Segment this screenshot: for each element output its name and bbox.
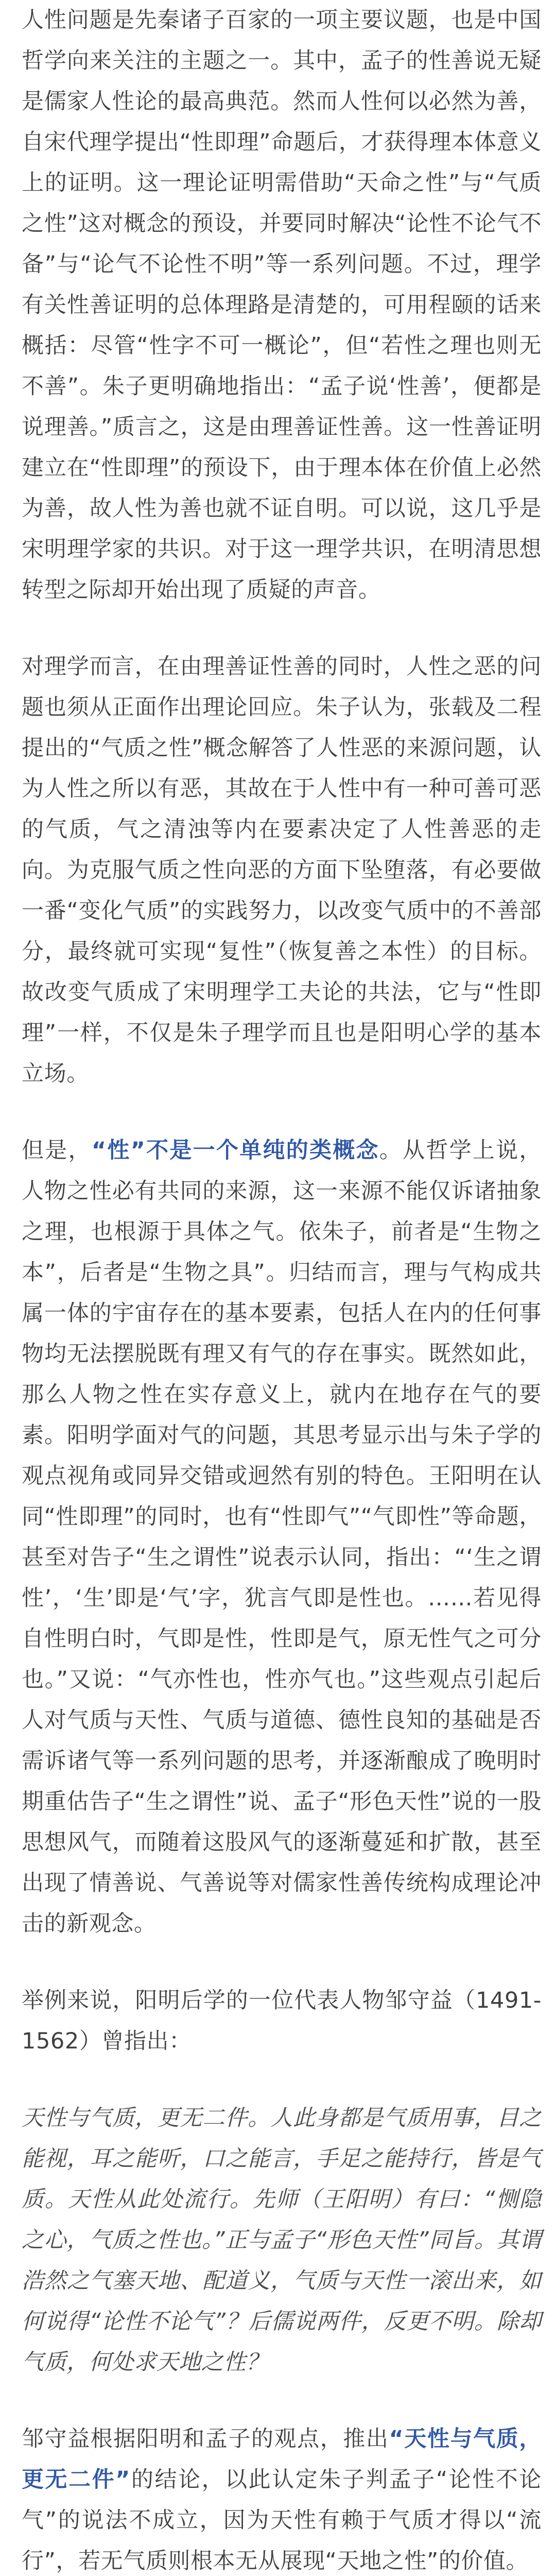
paragraph-6-highlight: “天性与气质，更无二件”	[22, 2426, 542, 2493]
paragraph-6	[22, 2419, 542, 2576]
paragraph-6-body: 的结论，以此认定朱子判孟子“论性不论气”的说法不成立，因为天性有赖于气质才得以“流行”，若无气质则根本无从展现“天地之性”的价值。	[22, 2467, 542, 2574]
paragraph-3-body: 。从哲学上说，人物之性必有共同的来源，这一来源不能仅诉诸抽象之理，也根源于具体之气。依朱子，前者是“生物之本”，后者是“生物之具”。归结而言，理与气构成共属一体的宇宙存在的基本要素，包括人在内的任何事物均无法摆脱既有理又有气的存在事实。既然如此，那么人物之性在实存意义上，就内在地存在气的要素。阳明学面对气的问题，其思考显示出与朱子学的观点视角或同异交错或迥然有别的特色。王阳明在认同“性即理”的同时，也有“性即气”“气即性”等命题，甚至对告子“生之谓性”说表示认同，指出：“‘生之谓性’，‘生’即是‘气’字，犹言气即是性也。……若见得自性明白时，气即是性，性即是气，原无性气之可分也。”又说：“气亦性也，性亦气也。”这些观点引起后人对气质与天性、气质与道德、德性良知的基础是否需诉诸气等一系列问题的思考，并逐渐酿成了晚明时期重估告子“生之谓性”说、孟子“形色天性”说的一股思想风气，而随着这股风气的逐渐蔓延和扩散，甚至出现了情善说、气善说等对儒家性善传统构成理论冲击的新观念。	[22, 1138, 542, 1937]
paragraph-6-intro: 邹守益根据阳明和孟子的观点，推出	[22, 2426, 389, 2452]
paragraph-2: 对理学而言，在由理善证性善的同时，人性之恶的问题也须从正面作出理论回应。朱子认为，张载及二程提出的“气质之性”概念解答了人性恶的来源问题，认为人性之所以有恶，其故在于人性中有一种可善可恶的气质，气之清浊等内在要素决定了人性善恶的走向。为克服气质之性向恶的方面下坠堕落，有必要做一番“变化气质”的实践努力，以改变气质中的不善部分，最终就可实现“复性”（恢复善之本性）的目标。故改变气质成了宋明理学工夫论的共法，它与“性即理”一样，不仅是朱子理学而且也是阳明心学的基本立场。	[22, 654, 542, 1087]
quote-paragraph: 天性与气质，更无二件。人此身都是气质用事，目之能视，耳之能听，口之能言，手足之能持行，皆是气质。天性从此处流行。先师（王阳明）有曰：“恻隐之心，气质之性也。”正与孟子“形色天性”同旨。其谓浩然之气塞天地、配道义，气质与天性一滚出来，如何说得“论性不论气”？后儒说两件，反更不明。除却气质，何处求天地之性？	[22, 2105, 542, 2375]
paragraph-3-intro: 但是，	[22, 1138, 92, 1163]
article-body	[22, 0, 542, 2576]
paragraph-4: 举例来说，阳明后学的一位代表人物邹守益（1491-1562）曾指出：	[22, 1988, 542, 2054]
paragraph-1: 人性问题是先秦诸子百家的一项主要议题，也是中国哲学向来关注的主题之一。其中，孟子的性善说无疑是儒家人性论的最高典范。然而人性何以必然为善，自宋代理学提出“性即理”命题后，才获得理本体意义上的证明。这一理论证明需借助“天命之性”与“气质之性”这对概念的预设，并要同时解决“论性不论气不备”与“论气不论性不明”等一系列问题。不过，理学有关性善证明的总体理路是清楚的，可用程颐的话来概括：尽管“性字不可一概论”，但“若性之理也则无不善”。朱子更明确地指出：“孟子说‘性善’，便都是说理善。”质言之，这是由理善证性善。这一性善证明建立在“性即理”的预设下，由于理本体在价值上必然为善，故人性为善也就不证自明。可以说，这几乎是宋明理学家的共识。对于这一理学共识，在明清思想转型之际却开始出现了质疑的声音。	[22, 7, 542, 603]
paragraph-3-highlight: “性”不是一个单纯的类概念	[91, 1138, 379, 1163]
paragraph-3	[22, 1130, 542, 1944]
